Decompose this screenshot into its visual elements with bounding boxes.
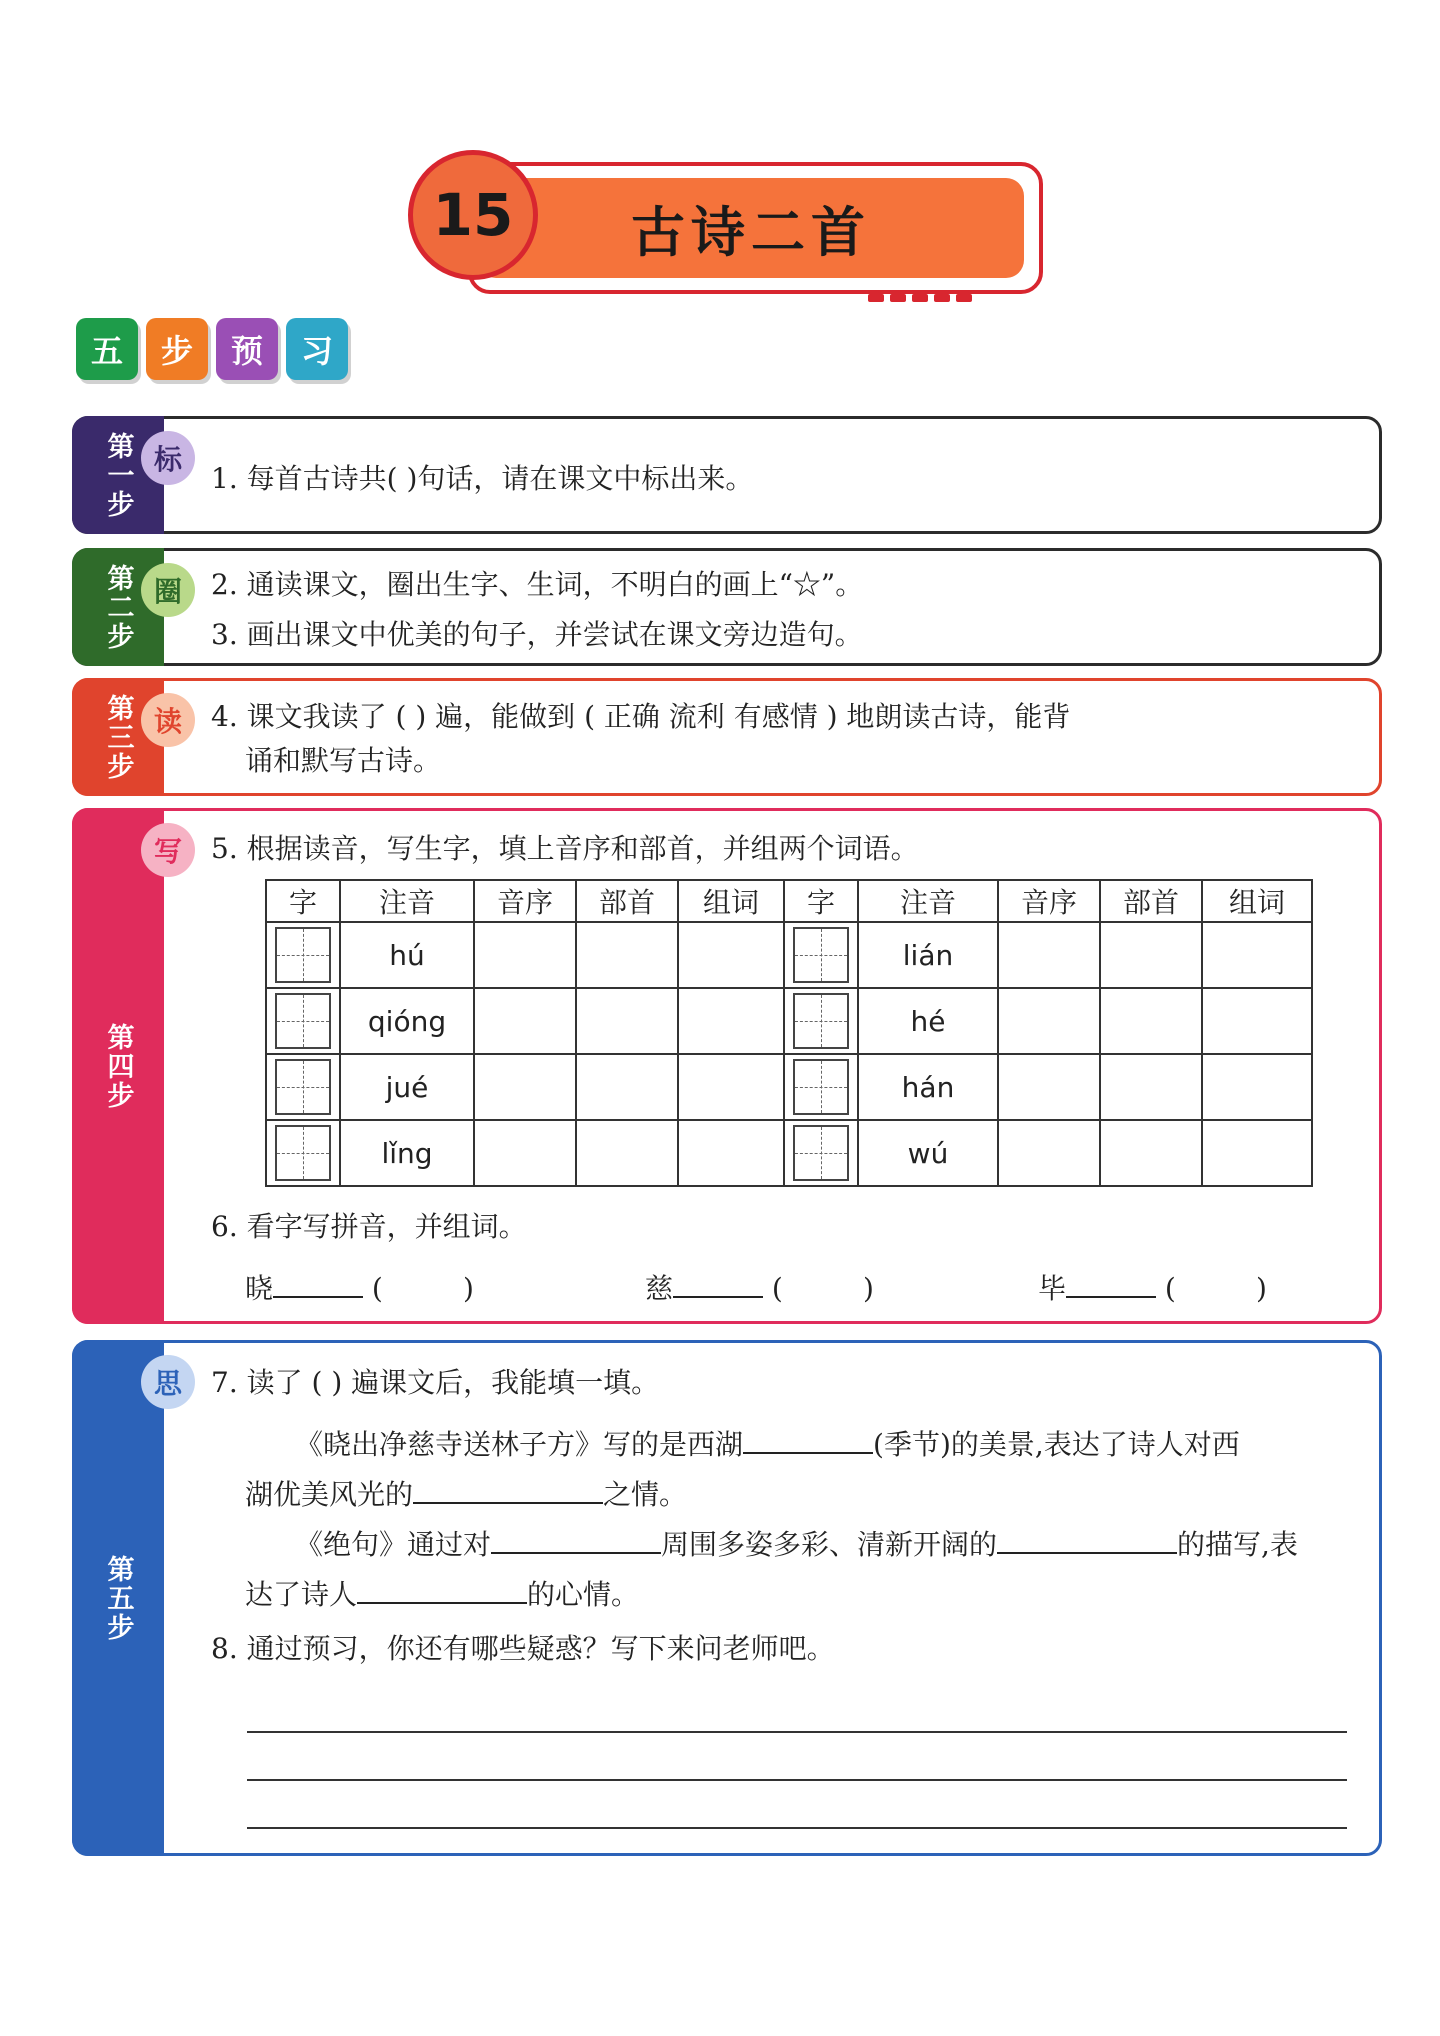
zuci-cell[interactable] [1202, 988, 1312, 1054]
q7-line-3 [295, 1527, 1298, 1563]
question-5: 5. 根据读音，写生字，填上音序和部首，并组两个词语。 [211, 832, 919, 865]
step-5-box [72, 1340, 1382, 1856]
question-4: 4. 课文我读了 ( ) 遍，能做到 ( 正确 流利 有感情 ) 地朗读古诗，能背 [211, 700, 1071, 733]
header-bushou: 部首 [576, 880, 678, 922]
yinxu-cell[interactable] [474, 988, 576, 1054]
object-blank[interactable] [491, 1552, 661, 1554]
bushou-cell[interactable] [576, 1120, 678, 1186]
bushou-cell[interactable] [1100, 988, 1202, 1054]
bushou-cell[interactable] [1100, 1120, 1202, 1186]
zuci-cell[interactable] [1202, 1120, 1312, 1186]
question-6: 6. 看字写拼音，并组词。 [211, 1210, 527, 1243]
q7-line-2 [245, 1477, 687, 1513]
table-row [266, 1054, 1312, 1120]
bushou-cell[interactable] [576, 988, 678, 1054]
step-1-label: 第一步 [72, 416, 164, 534]
char-grid-cell[interactable] [266, 1120, 340, 1186]
tile-bu: 步 [146, 318, 208, 380]
q6-item-1: 晓 ( ) [245, 1272, 474, 1305]
q7-line-1a: 《晓出净慈寺送林子方》写的是西湖 [295, 1428, 744, 1461]
step-3-box [72, 678, 1382, 796]
header-zi: 字 [266, 880, 340, 922]
mood-blank[interactable] [357, 1602, 527, 1604]
pinyin-blank[interactable] [273, 1296, 363, 1298]
header-zi-2: 字 [784, 880, 858, 922]
tile-wu: 五 [76, 318, 138, 380]
header-zuci-2: 组词 [1202, 880, 1312, 922]
step-4-label: 第四步 [72, 808, 164, 1324]
title-banner [408, 148, 1045, 303]
answer-line-2[interactable] [247, 1779, 1347, 1781]
char-grid-cell[interactable] [266, 922, 340, 988]
pinyin-cell: lián [858, 922, 998, 988]
question-1: 1. 每首古诗共( )句话，请在课文中标出来。 [211, 462, 754, 495]
header-bushou-2: 部首 [1100, 880, 1202, 922]
q6-char-1: 晓 [245, 1272, 274, 1305]
step-4-box [72, 808, 1382, 1324]
q7-line-4b: 的心情。 [527, 1578, 640, 1611]
step-2-label: 第二步 [72, 548, 164, 666]
bushou-cell[interactable] [576, 1054, 678, 1120]
step-3-label: 第三步 [72, 678, 164, 796]
q6-char-3: 毕 [1038, 1272, 1067, 1305]
zuci-cell[interactable] [1202, 1054, 1312, 1120]
pinyin-cell: hú [340, 922, 474, 988]
q6-item-2: 慈 ( ) [645, 1272, 874, 1305]
pinyin-blank[interactable] [673, 1296, 763, 1298]
pinyin-cell: jué [340, 1054, 474, 1120]
answer-line-3[interactable] [247, 1827, 1347, 1829]
yinxu-cell[interactable] [474, 1120, 576, 1186]
header-zhuyin: 注音 [340, 880, 474, 922]
step-4-icon: 写 [141, 823, 195, 877]
step-1-box [72, 416, 1382, 534]
header-zuci: 组词 [678, 880, 784, 922]
header-yinxu: 音序 [474, 880, 576, 922]
question-8: 8. 通过预习，你还有哪些疑惑？写下来问老师吧。 [211, 1632, 835, 1665]
q7-line-4 [245, 1577, 639, 1613]
q7-line-4a: 达了诗人 [245, 1578, 358, 1611]
pinyin-blank[interactable] [1066, 1296, 1156, 1298]
char-grid-cell[interactable] [784, 1054, 858, 1120]
pinyin-cell: qióng [340, 988, 474, 1054]
char-grid-cell[interactable] [784, 1120, 858, 1186]
header-yinxu-2: 音序 [998, 880, 1100, 922]
q6-item-3: 毕 ( ) [1038, 1272, 1267, 1305]
zuci-cell[interactable] [678, 988, 784, 1054]
lesson-number-badge: 15 [408, 150, 538, 280]
bushou-cell[interactable] [1100, 922, 1202, 988]
yinxu-cell[interactable] [474, 922, 576, 988]
q7-line-3c: 的描写,表 [1177, 1528, 1298, 1561]
q7-line-2b: 之情。 [603, 1478, 688, 1511]
feeling-blank[interactable] [413, 1502, 603, 1504]
tile-xi: 习 [286, 318, 348, 380]
char-grid-cell[interactable] [266, 988, 340, 1054]
char-grid-cell[interactable] [266, 1054, 340, 1120]
season-blank[interactable] [743, 1452, 873, 1454]
yinxu-cell[interactable] [998, 922, 1100, 988]
q7-line-3b: 周围多姿多彩、清新开阔的 [661, 1528, 998, 1561]
character-table [265, 879, 1313, 1187]
char-grid-cell[interactable] [784, 988, 858, 1054]
question-3: 3. 画出课文中优美的句子，并尝试在课文旁边造句。 [211, 618, 863, 651]
q6-char-2: 慈 [645, 1272, 674, 1305]
lesson-title: 古诗二首 [478, 178, 1024, 278]
zuci-cell[interactable] [678, 922, 784, 988]
answer-line-1[interactable] [247, 1731, 1347, 1733]
zuci-cell[interactable] [678, 1120, 784, 1186]
header-zhuyin-2: 注音 [858, 880, 998, 922]
pinyin-cell: hán [858, 1054, 998, 1120]
step-2-icon: 圈 [141, 563, 195, 617]
table-row [266, 1120, 1312, 1186]
table-row [266, 988, 1312, 1054]
banner-dots [868, 294, 972, 302]
step-2-box [72, 548, 1382, 666]
zuci-cell[interactable] [1202, 922, 1312, 988]
question-4-cont: 诵和默写古诗。 [245, 744, 442, 777]
step-5-label: 第五步 [72, 1340, 164, 1856]
q7-line-1 [295, 1427, 1240, 1463]
zuci-cell[interactable] [678, 1054, 784, 1120]
bushou-cell[interactable] [1100, 1054, 1202, 1120]
yinxu-cell[interactable] [998, 1120, 1100, 1186]
pinyin-cell: hé [858, 988, 998, 1054]
step-1-icon: 标 [141, 431, 195, 485]
step-3-icon: 读 [141, 693, 195, 747]
pinyin-cell: wú [858, 1120, 998, 1186]
q7-line-1b: (季节)的美景,表达了诗人对西 [873, 1428, 1240, 1461]
tile-yu: 预 [216, 318, 278, 380]
table-row [266, 922, 1312, 988]
scene-blank[interactable] [997, 1552, 1177, 1554]
yinxu-cell[interactable] [998, 1054, 1100, 1120]
yinxu-cell[interactable] [474, 1054, 576, 1120]
yinxu-cell[interactable] [998, 988, 1100, 1054]
pinyin-cell: lǐng [340, 1120, 474, 1186]
question-7: 7. 读了 ( ) 遍课文后，我能填一填。 [211, 1366, 660, 1399]
q7-line-3a: 《绝句》通过对 [295, 1528, 492, 1561]
bushou-cell[interactable] [576, 922, 678, 988]
q7-line-2a: 湖优美风光的 [245, 1478, 414, 1511]
char-grid-cell[interactable] [784, 922, 858, 988]
question-2: 2. 通读课文，圈出生字、生词，不明白的画上“☆”。 [211, 568, 864, 601]
step-5-icon: 思 [141, 1355, 195, 1409]
